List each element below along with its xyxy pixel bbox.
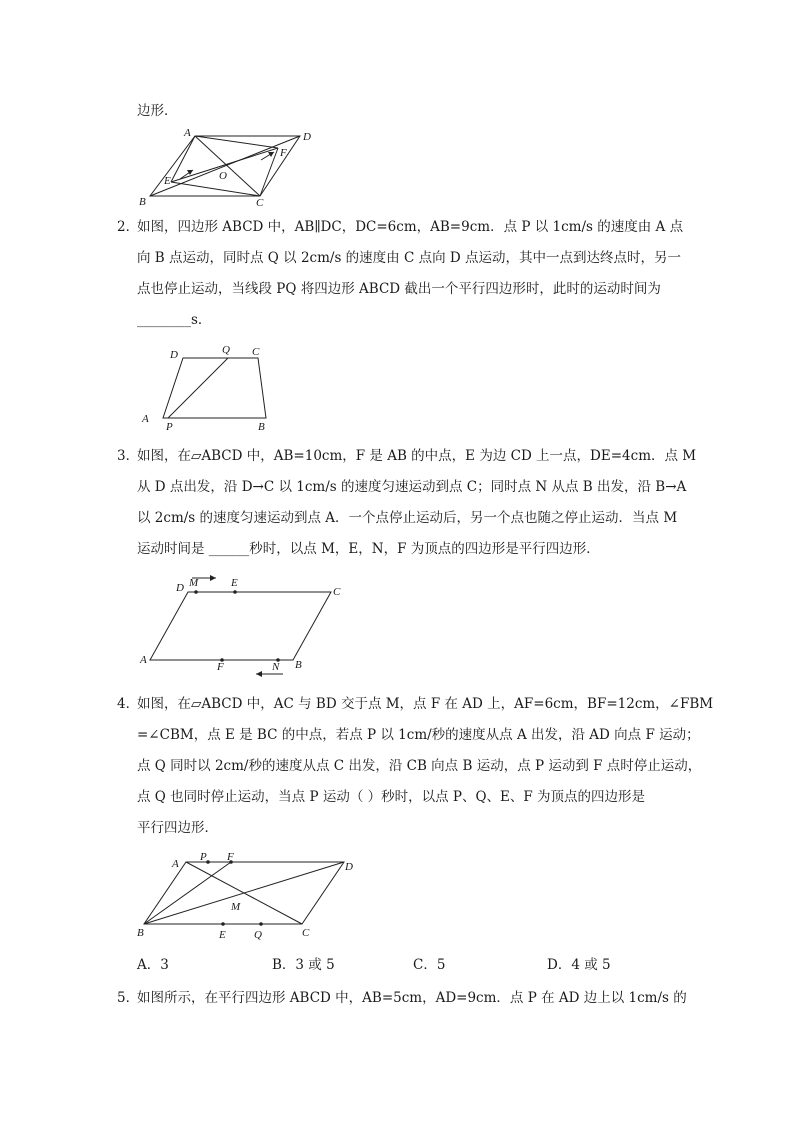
fig3-label: N — [272, 661, 280, 673]
option-d[interactable]: D．4 或 5 — [547, 957, 611, 973]
fig4-label: D — [345, 861, 353, 873]
fig4-label: C — [302, 927, 310, 939]
text-line: 点也停止运动，当线段 PQ 将四边形 ABCD 截出一个平行四边形时，此时的运动时间为 — [137, 281, 661, 297]
problem-number: 4． — [117, 696, 140, 712]
fig1-label: F — [280, 147, 287, 159]
text-line: =∠CBM，点 E 是 BC 的中点，若点 P 以 1cm/秒的速度从点 A 出发，沿 AD 向点 F 运动； — [137, 727, 700, 743]
fig4-label: Q — [254, 929, 262, 941]
fig1-label: A — [184, 127, 191, 139]
fig1-label: E — [164, 175, 171, 187]
text-line: 运动时间是 ______秒时，以点 M，E，N，F 为顶点的四边形是平行四边形． — [137, 541, 600, 557]
text-line: 点 Q 也同时停止运动，当点 P 运动（ ）秒时，以点 P、Q、E、F 为顶点的四边形是 — [137, 789, 646, 805]
problem-number: 3． — [117, 448, 140, 464]
fig1-label: C — [256, 197, 264, 208]
option-c[interactable]: C．5 — [413, 957, 446, 973]
figure-4-parallelogram — [134, 848, 364, 944]
fig4-label: A — [172, 858, 179, 870]
fig2-label: A — [142, 413, 149, 425]
fig4-label: P — [200, 851, 207, 863]
figure-2-trapezoid — [138, 340, 278, 432]
fig4-label: B — [137, 927, 144, 939]
fig3-label: M — [189, 577, 199, 589]
text-line: 点 Q 同时以 2cm/秒的速度从点 C 出发，沿 CB 向点 B 运动，点 P 运动到 F 点时停止运动， — [137, 758, 702, 774]
fig3-label: A — [140, 654, 147, 666]
fig2-label: B — [258, 421, 265, 432]
text-line: 如图，在▱ABCD 中，AC 与 BD 交于点 M，点 F 在 AD 上，AF=6cm，BF=12cm，∠FBM — [137, 696, 714, 712]
fig4-label: E — [219, 929, 226, 941]
fig3-label: D — [176, 582, 184, 594]
text-line: 如图，在▱ABCD 中，AB=10cm，F 是 AB 的中点，E 为边 CD 上一点，DE=4cm．点 M — [137, 448, 697, 464]
figure-3-parallelogram — [138, 570, 358, 678]
option-b[interactable]: B．3 或 5 — [272, 957, 335, 973]
fig2-label: C — [252, 346, 260, 358]
fig1-label: B — [139, 196, 146, 208]
fig3-label: F — [217, 661, 224, 673]
text-line: 平行四边形． — [137, 820, 218, 836]
text-line: 向 B 点运动，同时点 Q 以 2cm/s 的速度由 C 点向 D 点运动，其中一点到达终点时，另一 — [137, 250, 681, 266]
text-line: 边形． — [137, 103, 178, 119]
fig4-label: M — [231, 901, 241, 913]
fig1-label: D — [303, 131, 311, 143]
text-line: 如图，四边形 ABCD 中，AB∥DC，DC=6cm，AB=9cm．点 P 以 1cm/s 的速度由 A 点 — [137, 219, 684, 235]
option-a[interactable]: A．3 — [137, 957, 169, 973]
text-line: 以 2cm/s 的速度匀速运动到点 A．一个点停止运动后，另一个点也随之停止运动．当点 M — [137, 510, 678, 526]
problem-number: 2． — [117, 219, 140, 235]
text-line: ________s． — [137, 312, 212, 328]
fig2-label: Q — [222, 344, 230, 356]
fig1-label: O — [219, 170, 227, 182]
fig4-label: F — [227, 851, 234, 863]
text-line: 从 D 点出发，沿 D→C 以 1cm/s 的速度匀速运动到点 C；同时点 N 从点 B 出发，沿 B→A — [137, 479, 687, 495]
fig3-label: E — [231, 577, 238, 589]
fig3-label: B — [295, 659, 302, 671]
problem-number: 5． — [117, 990, 140, 1006]
text-line: 如图所示，在平行四边形 ABCD 中，AB=5cm，AD=9cm．点 P 在 AD 边上以 1cm/s 的 — [137, 990, 687, 1006]
fig3-label: C — [333, 586, 341, 598]
fig2-label: D — [170, 349, 178, 361]
fig2-label: P — [166, 421, 173, 432]
figure-1-parallelogram — [135, 126, 325, 208]
